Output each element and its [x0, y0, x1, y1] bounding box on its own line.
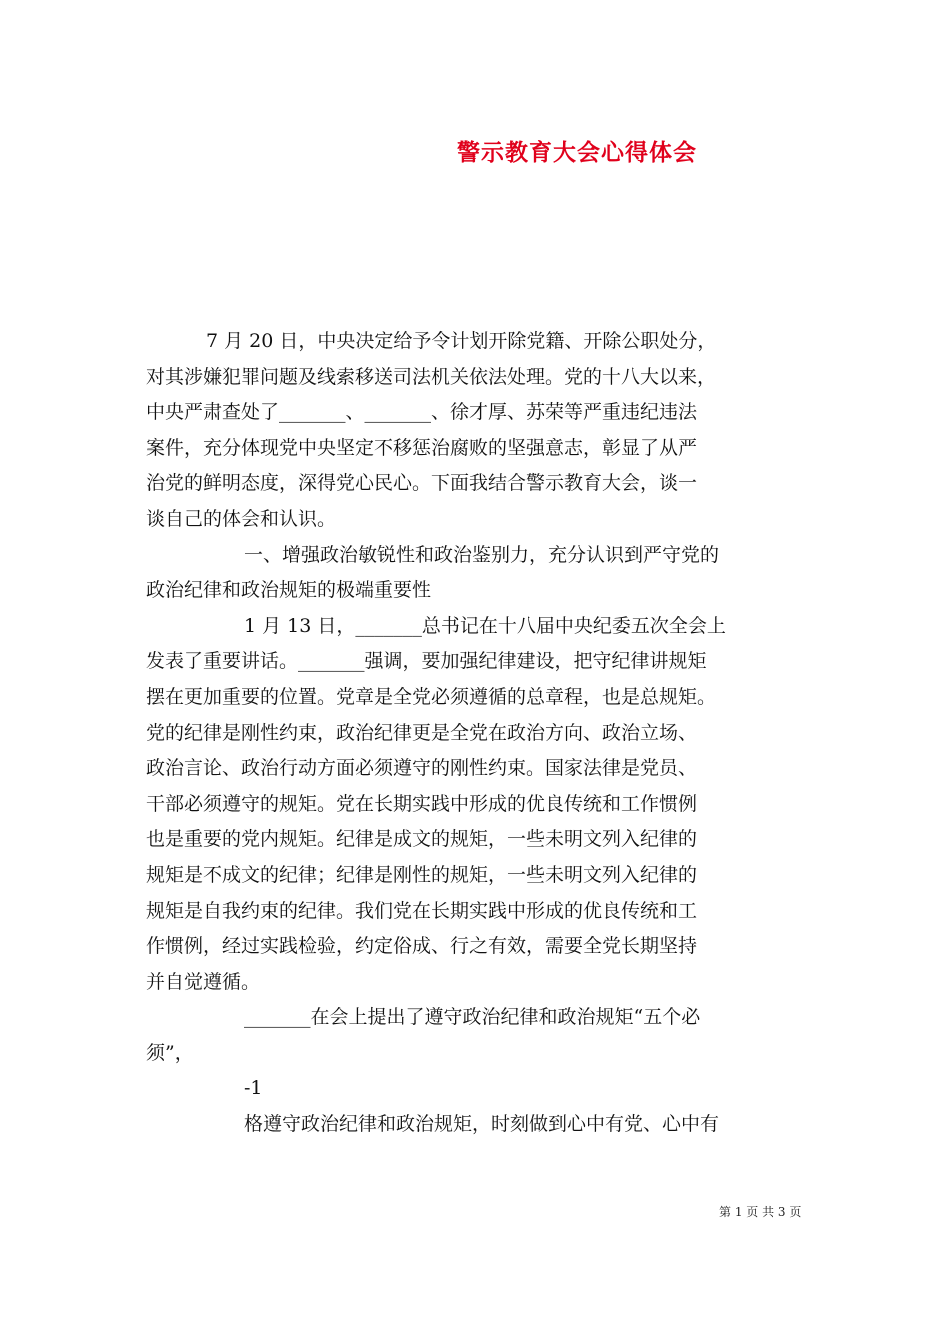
body-line: 并自觉遵循。 [146, 970, 261, 993]
body-line: 作惯例，经过实践检验，约定俗成、行之有效，需要全党长期坚持 [146, 935, 698, 958]
body-line: _______在会上提出了遵守政治纪律和政治规矩“五个必 [244, 1006, 701, 1029]
page-number: 第 1 页 共 3 页 [719, 1205, 802, 1219]
body-line: 摆在更加重要的位置。党章是全党必须遵循的总章程，也是总规矩。 [146, 685, 717, 708]
section-heading-line: 一、增强政治敏锐性和政治鉴别力，充分认识到严守党的 [244, 543, 720, 566]
body-line: 规矩是自我约束的纪律。我们党在长期实践中形成的优良传统和工 [146, 899, 698, 922]
document-body [146, 324, 806, 1143]
body-line: 中央严肃查处了_______、_______、徐才厚、苏荣等严重违纪违法 [146, 401, 698, 424]
body-line: 对其涉嫌犯罪问题及线索移送司法机关依法处理。党的十八大以来， [146, 365, 717, 388]
body-line: 也是重要的党内规矩。纪律是成文的规矩，一些未明文列入纪律的 [146, 828, 698, 851]
body-line: 政治言论、政治行动方面必须遵守的刚性约束。国家法律是党员、 [146, 757, 698, 780]
body-line: 谈自己的体会和认识。 [146, 507, 337, 530]
body-line: 7 月 20 日，中央决定给予令计划开除党籍、开除公职处分， [206, 330, 717, 352]
document-title: 警示教育大会心得体会 [457, 139, 697, 166]
body-line: 党的纪律是刚性约束，政治纪律更是全党在政治方向、政治立场、 [146, 721, 698, 744]
section-heading-line: 政治纪律和政治规矩的极端重要性 [146, 579, 432, 602]
body-line: 须”， [146, 1041, 194, 1064]
body-line: 干部必须遵守的规矩。党在长期实践中形成的优良传统和工作惯例 [146, 792, 698, 815]
body-line: -1 [244, 1077, 263, 1100]
body-line: 案件，充分体现党中央坚定不移惩治腐败的坚强意志，彰显了从严 [146, 436, 698, 459]
body-line: 1 月 13 日，_______总书记在十八届中央纪委五次全会上 [244, 614, 726, 637]
body-line: 格遵守政治纪律和政治规矩，时刻做到心中有党、心中有 [244, 1113, 720, 1136]
body-line: 规矩是不成文的纪律；纪律是刚性的规矩，一些未明文列入纪律的 [146, 863, 698, 886]
body-line: 治党的鲜明态度，深得党心民心。下面我结合警示教育大会，谈一 [146, 472, 698, 495]
body-line: 发表了重要讲话。_______强调，要加强纪律建设，把守纪律讲规矩 [146, 650, 707, 673]
